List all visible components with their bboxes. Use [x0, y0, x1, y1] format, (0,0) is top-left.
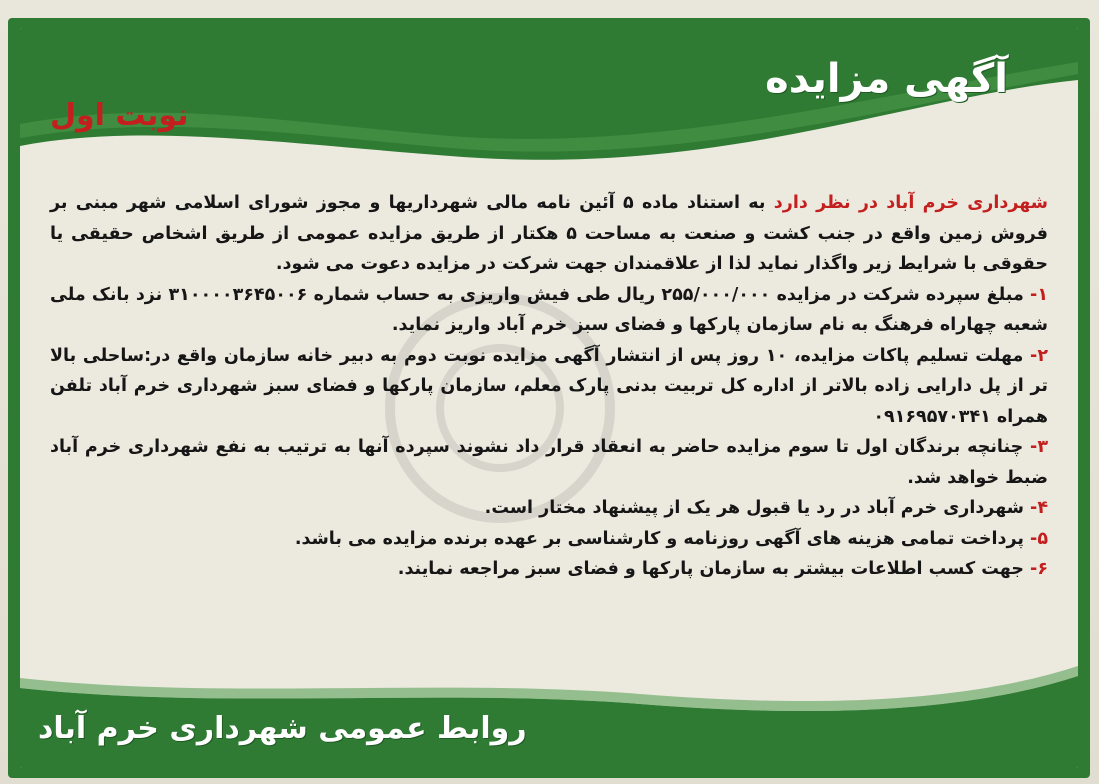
clause-5 [50, 524, 1048, 555]
ad-body [50, 188, 1048, 585]
clause-4 [50, 493, 1048, 524]
clause-number: ۱- [1030, 284, 1048, 305]
intro-text: به استناد ماده ۵ آئین نامه مالی شهرداریها و مجوز شورای اسلامی شهر مبنی بر فروش زمین واقع در جنب کشت و صنعت به مساحت ۵ هکتار از طریق مزایده عمومی از طریق اشخاص حقیقی یا حقوقی با شرایط زیر واگذار نماید لذا از علاقمندان جهت شرکت در مزایده دعوت می شود. [50, 193, 1048, 274]
clause-number: ۶- [1030, 559, 1048, 579]
clause-text: پرداخت تمامی هزینه های آگهی روزنامه و کارشناسی بر عهده برنده مزایده می باشد. [294, 528, 1031, 549]
clause-text: مبلغ سپرده شرکت در مزایده ۲۵۵/۰۰۰/۰۰۰ ریال طی فیش واریزی به حساب شماره ۳۱۰۰۰۰۳۶۴۵۰۰۶ نزد بانک ملی شعبه چهاراه فرهنگ به نام سازمان پارکها و فضای سبز خرم آباد واریز نماید. [50, 284, 1048, 335]
clause-number: ۵- [1030, 528, 1048, 549]
ad-paper [20, 28, 1078, 768]
footer-wave-band [20, 648, 1078, 768]
clause-text: مهلت تسلیم پاکات مزایده، ۱۰ روز پس از انتشار آگهی مزایده نوبت دوم به دبیر خانه سازمان واقع در:ساحلی بالا تر از پل دارایی زاده بالاتر از اداره کل تربیت بدنی پارک معلم، سازمان پارکها و فضای سبز شهرداری خرم آباد تلفن همراه ۰۹۱۶۹۵۷۰۳۴۱ [50, 345, 1048, 427]
clause-2 [50, 341, 1048, 433]
green-frame [8, 18, 1090, 778]
clause-number: ۳- [1030, 437, 1048, 457]
intro-highlight: شهرداری خرم آباد در نظر دارد [773, 193, 1048, 213]
intro-paragraph [50, 188, 1048, 280]
clause-text: چنانچه برندگان اول تا سوم مزایده حاضر به انعقاد قرار داد نشوند سپرده آنها به ترتیب به نفع شهرداری خرم آباد ضبط خواهد شد. [50, 437, 1048, 488]
clause-3 [50, 432, 1048, 493]
clause-number: ۲- [1030, 345, 1048, 366]
ad-title: آگهی مزایده [765, 56, 1008, 102]
clause-6 [50, 554, 1048, 585]
clause-text: شهرداری خرم آباد در رد یا قبول هر یک از پیشنهاد مختار است. [484, 498, 1031, 518]
footer-signature: روابط عمومی شهرداری خرم آباد [38, 711, 527, 746]
clause-1 [50, 280, 1048, 341]
clause-text: جهت کسب اطلاعات بیشتر به سازمان پارکها و فضای سبز مراجعه نمایند. [397, 559, 1031, 579]
clause-number: ۴- [1030, 498, 1048, 518]
round-label: نوبت اول [50, 98, 189, 133]
